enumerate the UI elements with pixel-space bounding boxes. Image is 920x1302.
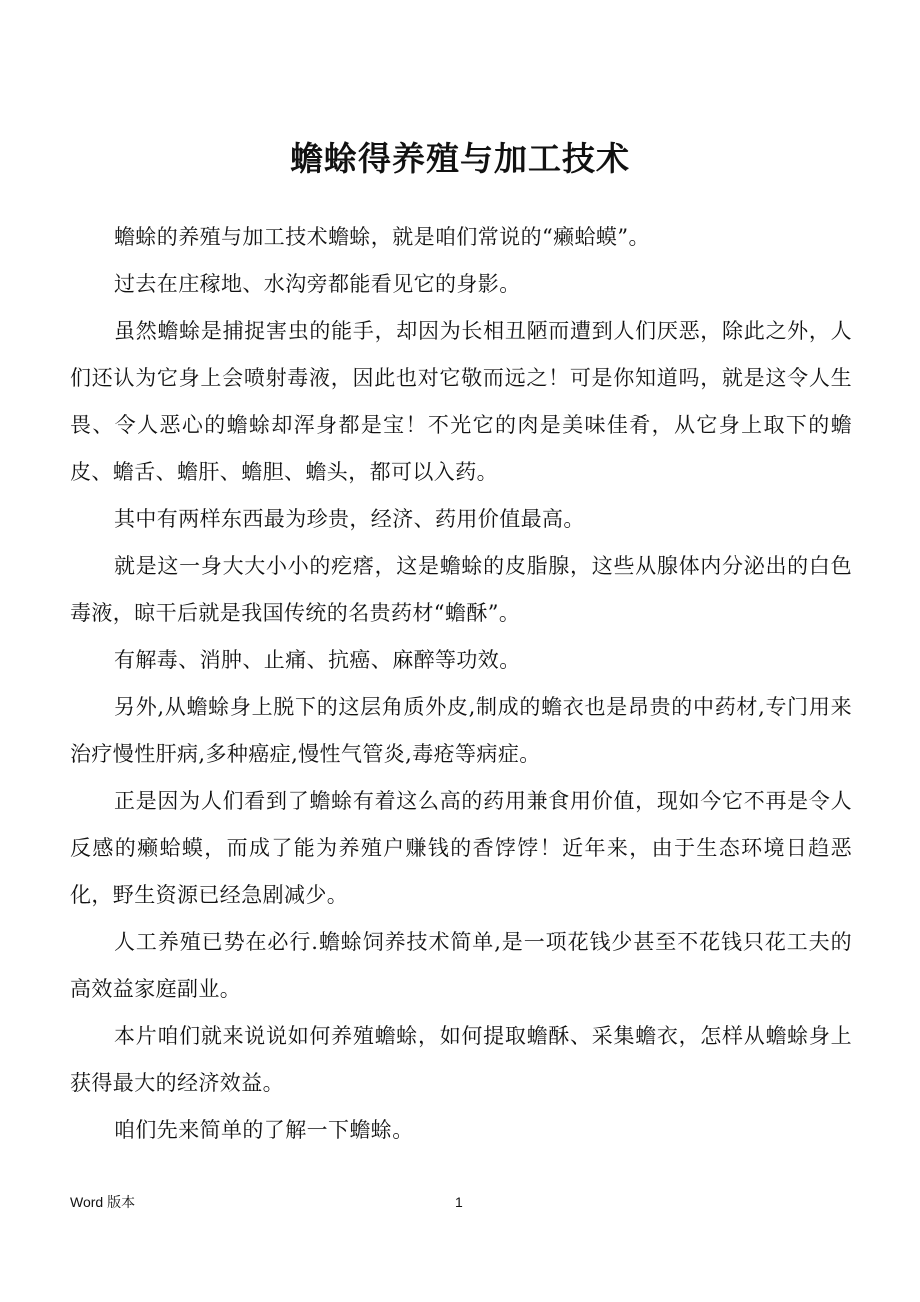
- paragraph: 本片咱们就来说说如何养殖蟾蜍，如何提取蟾酥、采集蟾衣，怎样从蟾蜍身上获得最大的经济效益。: [70, 1024, 852, 1095]
- paragraph: 虽然蟾蜍是捕捉害虫的能手，却因为长相丑陋而遭到人们厌恶，除此之外，人们还认为它身上会喷射毒液，因此也对它敬而远之！可是你知道吗，就是这令人生畏、令人恶心的蟾蜍却浑身都是宝！不光它的肉是美味佳肴，从它身上取下的蟾皮、蟾舌、蟾肝、蟾胆、蟾头，都可以入药。: [70, 319, 852, 484]
- paragraph: 人工养殖已势在必行.蟾蜍饲养技术简单,是一项花钱少甚至不花钱只花工夫的高效益家庭副业。: [70, 930, 852, 1001]
- paragraph: 有解毒、消肿、止痛、抗癌、麻醉等功效。: [114, 648, 521, 672]
- footer-label: Word 版本: [70, 1194, 136, 1210]
- paragraph: 另外,从蟾蜍身上脱下的这层角质外皮,制成的蟾衣也是昂贵的中药材,专门用来治疗慢性肝病,多种癌症,慢性气管炎,毒疮等病症。: [70, 695, 852, 766]
- page-number: 1: [455, 1194, 463, 1210]
- paragraph: 正是因为人们看到了蟾蜍有着这么高的药用兼食用价值，现如今它不再是令人反感的癞蛤蟆，而成了能为养殖户赚钱的香饽饽！近年来，由于生态环境日趋恶化，野生资源已经急剧减少。: [70, 789, 852, 907]
- paragraph: 咱们先来简单的了解一下蟾蜍。: [114, 1118, 414, 1142]
- paragraph: 其中有两样东西最为珍贵，经济、药用价值最高。: [114, 507, 585, 531]
- document-body: [70, 214, 852, 1154]
- paragraph: 蟾蜍的养殖与加工技术蟾蜍，就是咱们常说的“癞蛤蟆”。: [114, 225, 650, 249]
- page-title: 蟾蜍得养殖与加工技术: [290, 139, 630, 178]
- paragraph: 过去在庄稼地、水沟旁都能看见它的身影。: [114, 272, 521, 296]
- paragraph: 就是这一身大大小小的疙瘩，这是蟾蜍的皮脂腺，这些从腺体内分泌出的白色毒液，晾干后就是我国传统的名贵药材“蟾酥”。: [70, 554, 852, 625]
